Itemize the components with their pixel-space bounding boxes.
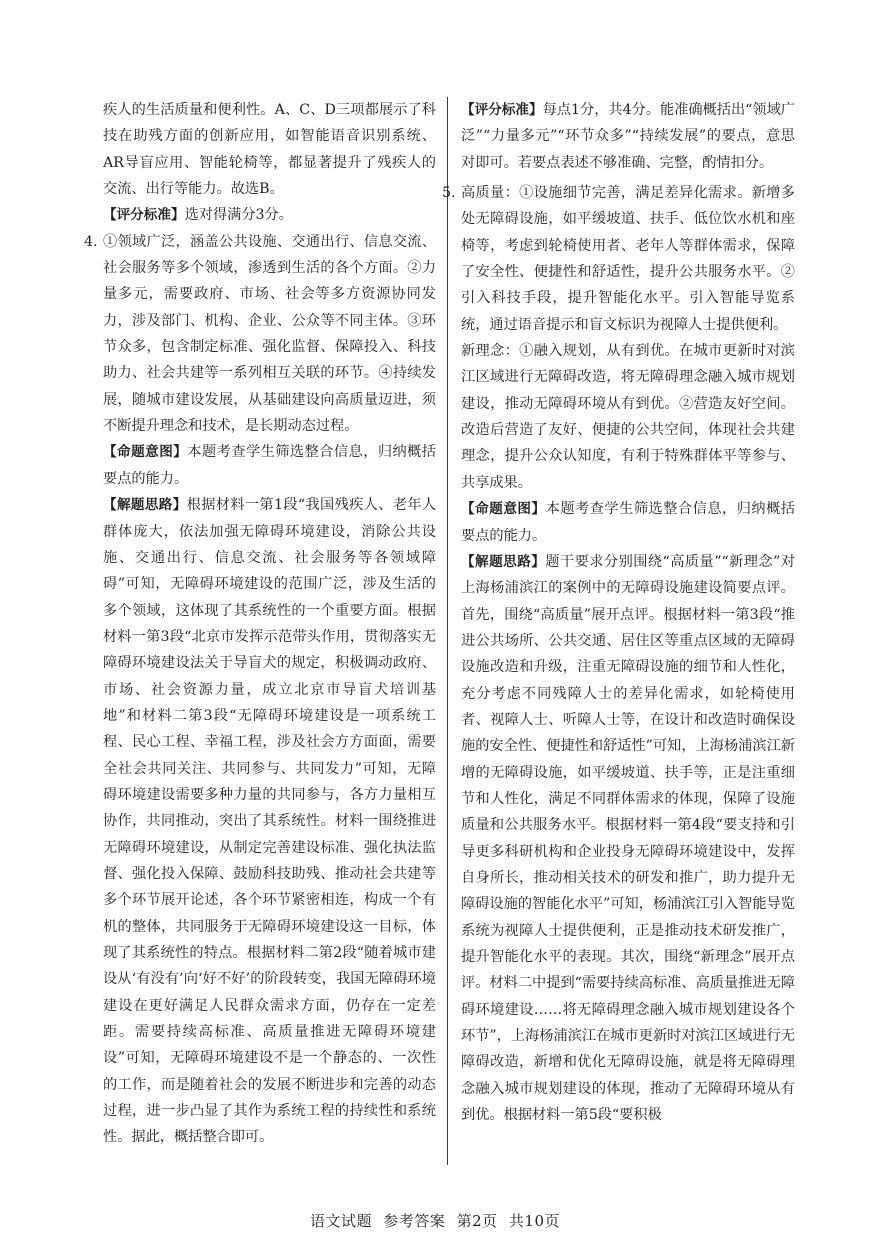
column-divider: [447, 97, 448, 1165]
footer-doc-type: 参考答案: [383, 1212, 446, 1230]
intent-text: 本题考查学生筛选整合信息，归纳概括要点的能力。: [461, 501, 795, 544]
answer-concept: 新理念：①融入规划，从有到优。在城市更新时对滨江区域进行无障碍改造，将无障碍理念融入城市规划建设，推动无障碍环境从有到优。②营造友好空间。改造后营造了友好、便捷的公共空间，体现社会共建理念，提升公众认知度，有利于特殊群体平等参与、共享成果。: [461, 343, 795, 491]
scoring-text: 选对得满分3分。: [184, 207, 293, 224]
q4-approach: [103, 492, 436, 1151]
q3-answer-continuation: 疾人的生活质量和便利性。A、C、D三项都展示了科技在助残方面的创新应用，如智能语音识别系统、AR导盲应用、智能轮椅等，都显著提升了残疾人的交流、出行等能力。故选B。: [103, 102, 436, 198]
approach-text: 根据材料一第1段“我国残疾人、老年人群体庞大，依法加强无障碍环境建设，消除公共设施、交通出行、信息交流、社会服务等各领域障碍”可知，无障碍环境建设的范围广泛，涉及生活的多个领域，这体现了其系统性的一个重要方面。根据材料一第3段“北京市发挥示范带头作用，贯彻落实无障碍环境建设法关于导盲犬的规定，积极调动政府、市场、社会资源力量，成立北京市导盲犬培训基地”和材料二第3段“无障碍环境建设是一项系统工程、民心工程、幸福工程，涉及社会方方面面，需要全社会共同关注、共同参与、共同发力”可知，无障碍环境建设需要多种力量的共同参与，各方力量相互协作，共同推动，突出了其系统性。材料一围绕推进无障碍环境建设，从制定完善建设标准、强化执法监督、强化投入保障、鼓励科技助残、推动社会共建等多个环节展开论述，各个环节紧密相连，构成一个有机的整体，共同服务于无障碍环境建设这一目标，体现了其系统性的特点。根据材料二第2段“随着城市建设从‘有没有’向‘好不好’的阶段转变，我国无障碍环境建设在更好满足人民群众需求方面，仍存在一定差距。需要持续高标准、高质量推进无障碍环境建设”可知，无障碍环境建设不是一个静态的、一次性的工作，而是随着社会的发展不断进步和完善的动态过程，进一步凸显了其作为系统工程的持续性和系统性。据此，概括整合即可。: [103, 497, 437, 1146]
page-footer: [0, 1210, 870, 1231]
q5-approach: [461, 549, 795, 1129]
footer-total: 共10页: [508, 1212, 560, 1230]
approach-text: 题干要求分别围绕“高质量”“新理念”对上海杨浦滨江的案例中的无障碍设施建设简要点评。首先，围绕“高质量”展开点评。根据材料一第3段“推进公共场所、公共交通、居住区等重点区域的无障碍设施改造和升级，注重无障碍设施的细节和人性化，充分考虑不同残障人士的差异化需求，如轮椅使用者、视障人士、听障人士等，在设计和改造时确保设施的安全性、便捷性和舒适性”可知，上海杨浦滨江新增的无障碍设施，如平缓坡道、扶手等，正是注重细节和人性化，满足不同群体需求的体现，保障了设施质量和公共服务水平。根据材料一第4段“要支持和引导更多科研机构和企业投身无障碍环境建设中，发挥自身所长，推动相关技术的研发和推广，助力提升无障碍设施的智能化水平”可知，杨浦滨江引入智能导览系统为视障人士提供便利，正是推动技术研发推广，提升智能化水平的表现。其次，围绕“新理念”展开点评。材料二中提到“需要持续高标准、高质量推进无障碍环境建设……将无障碍理念融入城市规划建设各个环节”，上海杨浦滨江在城市更新时对滨江区域进行无障碍改造，新增和优化无障碍设施，就是将无障碍理念融入城市规划建设的体现，推动了无障碍环境从有到优。根据材料一第5段“要积极: [461, 553, 796, 1124]
approach-tag: 【解题思路】: [461, 553, 546, 570]
q4-scoring: [461, 97, 795, 176]
q5-intent: [461, 496, 795, 549]
footer-subject: 语文试题: [309, 1212, 372, 1230]
question-5-answer: [442, 180, 795, 496]
scoring-tag: 【评分标准】: [103, 207, 185, 224]
q3-scoring: [103, 202, 436, 228]
question-4-answer: [84, 229, 436, 440]
intent-tag: 【命题意图】: [103, 444, 188, 461]
intent-tag: 【命题意图】: [461, 501, 546, 518]
footer-page: 第2页: [456, 1212, 498, 1230]
intent-text: 本题考查学生筛选整合信息，归纳概括要点的能力。: [103, 444, 436, 487]
scoring-tag: 【评分标准】: [461, 102, 543, 118]
scoring-text: 每点1分，共4分。能准确概括出“领域广泛”“力量多元”“环节众多”“持续发展”的要点，意思对即可。若要点表述不够准确、完整，酌情扣分。: [461, 102, 795, 171]
left-column: [84, 97, 437, 1151]
question-number: 5.: [442, 185, 456, 202]
answer-text: ①领域广泛，涵盖公共设施、交通出行、信息交流、社会服务等多个领域，渗透到生活的各个方面。②力量多元，需要政府、市场、社会等多方资源协同发力，涉及部门、机构、企业、公众等不同主体。③环节众多，包含制定标准、强化监督、保障投入、科技助力、社会共建等一系列相互关联的环节。④持续发展，随城市建设发展，从基础建设向高质量迈进，须不断提升理念和技术，是长期动态过程。: [103, 233, 436, 435]
right-column: [442, 97, 796, 1128]
answer-quality: 高质量：①设施细节完善，满足差异化需求。新增多处无障碍设施，如平缓坡道、扶手、低位饮水机和座椅等，考虑到轮椅使用者、老年人等群体需求，保障了安全性、便捷性和舒适性，提升公共服务水平。②引入科技手段，提升智能化水平。引入智能导览系统，通过语音提示和盲文标识为视障人士提供便利。: [461, 185, 795, 333]
question-number: 4.: [84, 233, 98, 250]
q4-intent: [103, 439, 436, 492]
approach-tag: 【解题思路】: [103, 497, 187, 514]
